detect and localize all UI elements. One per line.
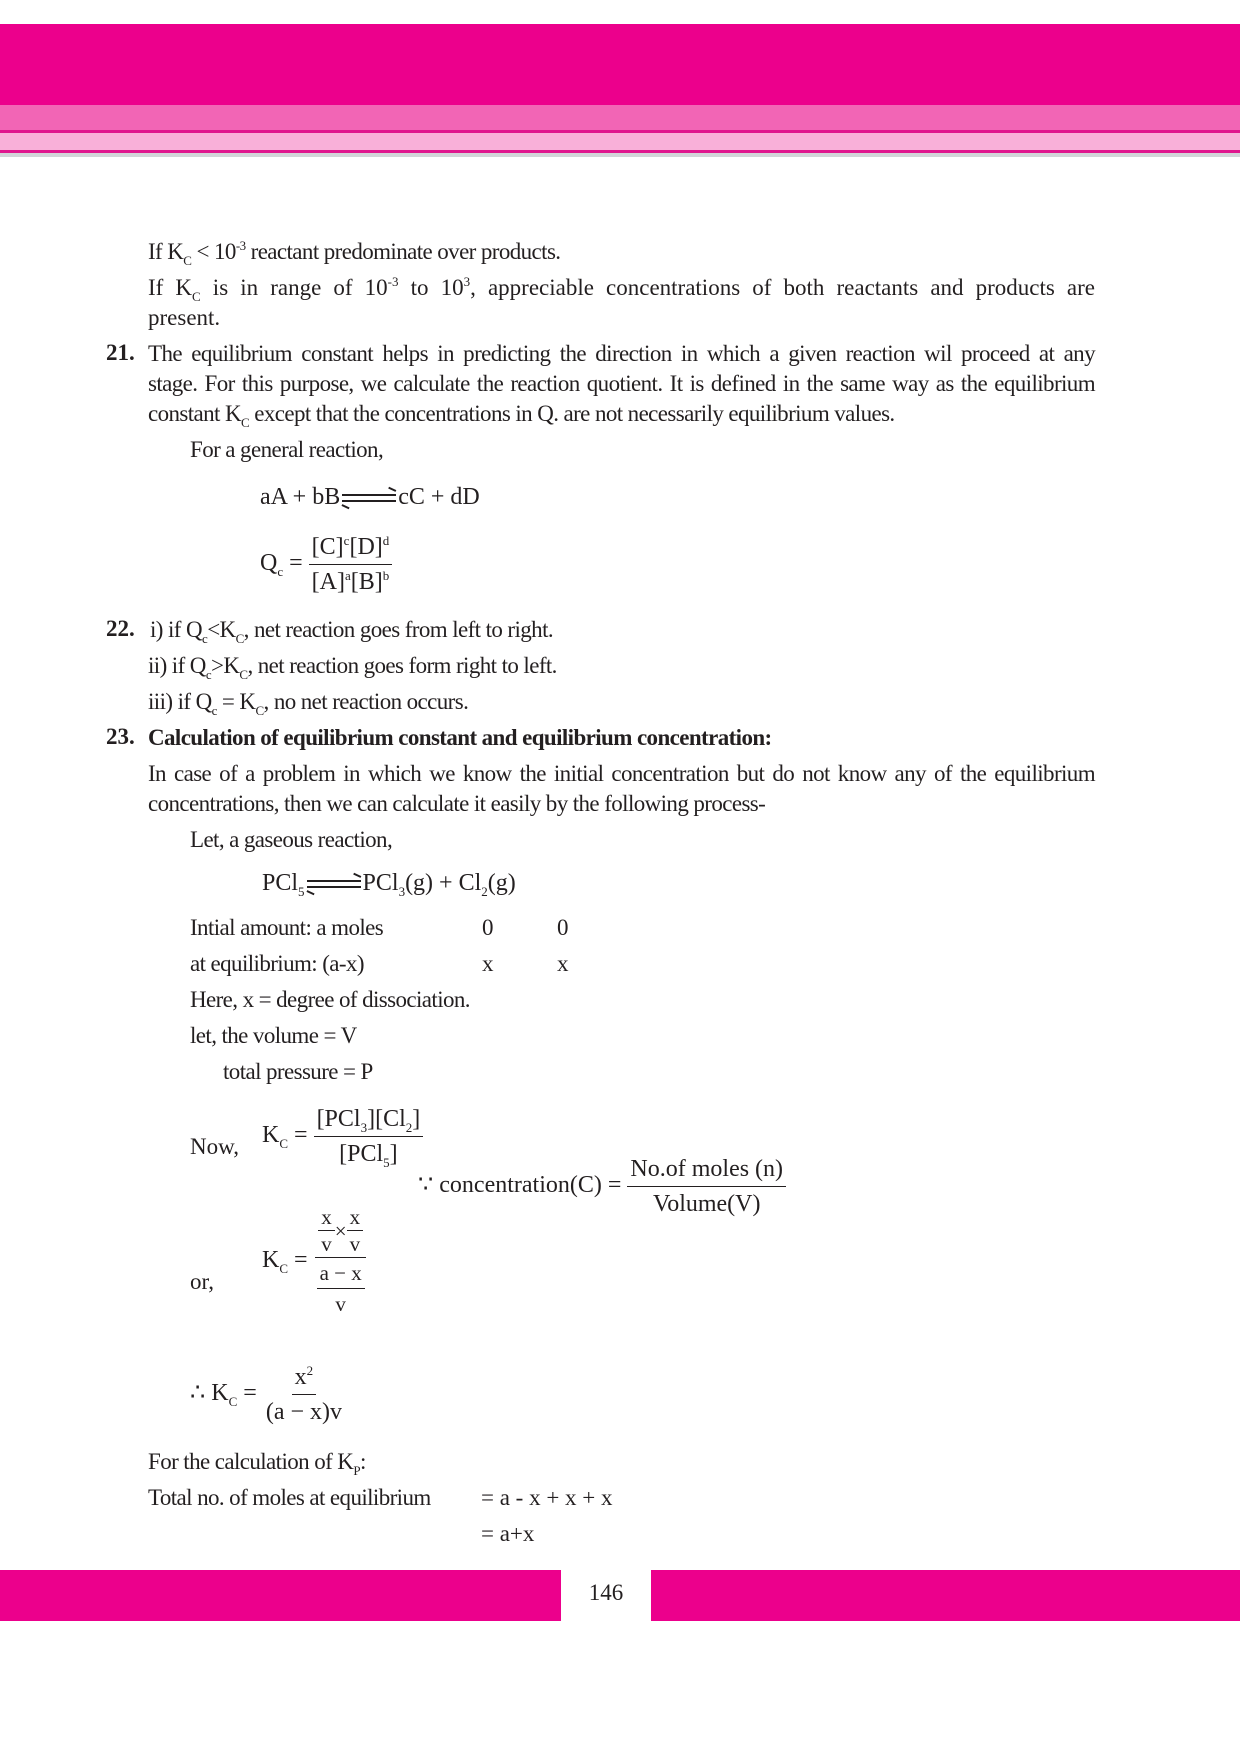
general-reaction-equation: aA + bB cC + dD [260, 484, 480, 510]
intro-line-2: If $K_C$ is in range of $10^{-3}$ to $10^3$, appreciable concentrations of both reactants and products are [148, 274, 1096, 304]
total-moles-expression-2: = a+x [481, 1521, 535, 1546]
header-band-secondary [0, 105, 1240, 130]
equilibrium-arrow-icon [307, 877, 361, 891]
item-23-number: 23. [106, 724, 135, 749]
item-22-case-2: ii) if $Q_c>K_C$, net reaction goes form right to left. [148, 653, 557, 682]
pressure-line: total pressure = P [223, 1059, 373, 1084]
item-23-line-2: concentrations, then we can calculate it easily by the following process- [148, 791, 766, 816]
footer-band-left [0, 1570, 561, 1621]
item-23-heading: Calculation of equilibrium constant and equilibrium concentration: [148, 725, 772, 750]
item-21-line-3: constant $K_C$ except that the concentrations in Q. are not necessarily equilibrium values. [148, 401, 895, 430]
item-22-number: 22. [106, 616, 135, 641]
item-23-line-1: In case of a problem in which we know the initial concentration but do not know any of the equilibrium [148, 761, 1095, 786]
equilibrium-amount-cl2: x [557, 951, 569, 976]
now-label: Now, [190, 1134, 239, 1159]
initial-amount-label: Intial amount: a moles [190, 915, 384, 940]
or-label: or, [190, 1269, 214, 1294]
footer-band-right [651, 1570, 1240, 1621]
header-band-light [0, 133, 1240, 150]
kp-calculation-heading: For the calculation of $K_P$: [148, 1449, 366, 1478]
kc-final-formula: ∴ $K_C$ = $\frac{x^2}{(a - x)v}$ [190, 1363, 342, 1425]
page-number: 146 [588, 1580, 624, 1605]
total-moles-expression-1: = a - x + x + x [481, 1485, 613, 1510]
equilibrium-arrow-icon [342, 491, 396, 505]
item-22-case-3: iii) if $Q_c = K_C$, no net reaction occurs. [148, 689, 469, 718]
total-moles-label: Total no. of moles at equilibrium [148, 1485, 431, 1510]
pcl5-dissociation-equation: PCl$_5$ $PCl_3(g) + Cl_2(g)$ [262, 870, 516, 899]
item-23-line-3: Let, a gaseous reaction, [190, 827, 393, 852]
equilibrium-amount-label: at equilibrium: (a-x) [190, 951, 364, 976]
kc-substituted-formula: $K_C$ = $\frac{x}{v}$ × $\frac{x}{v}$ $\frac{a - x}{v}$ [262, 1206, 368, 1317]
intro-line-3: present. [148, 305, 221, 330]
reaction-quotient-formula: $Q_c$ = $\frac{[C]^c[D]^d}{[A]^a[B]^b}$ [260, 532, 392, 597]
degree-of-dissociation-line: Here, x = degree of dissociation. [190, 987, 470, 1012]
equilibrium-amount-pcl3: x [482, 951, 494, 976]
item-21-line-4: For a general reaction, [190, 437, 384, 462]
initial-amount-cl2: 0 [557, 915, 569, 940]
header-band-primary [0, 24, 1240, 105]
item-22-case-1: i) if $Q_c<K_C$, net reaction goes from left to right. [150, 617, 554, 646]
kc-formula: $K_C$ = $\frac{[PCl_3][Cl_2]}{[PCl_5]}$ [262, 1104, 423, 1169]
concentration-definition: ∵ concentration(C) = $\frac{\text{No.of moles (n)}}{\text{Volume(V)}}$ [418, 1154, 786, 1219]
item-21-number: 21. [106, 340, 135, 365]
item-21-line-2: stage. For this purpose, we calculate the reaction quotient. It is defined in the same way as the equilibrium [148, 371, 1095, 396]
initial-amount-pcl3: 0 [482, 915, 494, 940]
item-21-line-1: The equilibrium constant helps in predicting the direction in which a given reaction wil proceed at any [148, 341, 1095, 366]
intro-line-1: If $K_C < 10^{-3}$ reactant predominate over products. [148, 238, 561, 268]
header-band-gray [0, 153, 1240, 157]
volume-line: let, the volume = V [190, 1023, 357, 1048]
